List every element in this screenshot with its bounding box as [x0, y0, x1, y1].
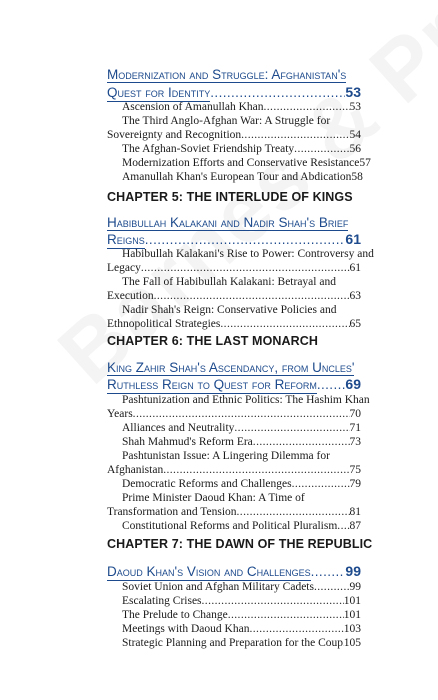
entry-page-number: 101 [343, 609, 361, 621]
chapter-heading-7: CHAPTER 7: THE DAWN OF THE REPUBLIC [107, 537, 373, 551]
chapter-heading-5: CHAPTER 5: THE INTERLUDE OF KINGS [107, 190, 353, 204]
entry-page-number: 61 [349, 262, 361, 274]
toc-entry: Shah Mahmud's Reform Era ..... 73 [122, 435, 361, 449]
toc-entry: The Third Anglo-Afghan War: A Struggle for [122, 115, 331, 127]
toc-entry: Democratic Reforms and Challenges ..... 79 [122, 477, 361, 491]
section-page-number: 61 [345, 231, 361, 247]
toc-entry: Strategic Planning and Preparation for the Coup ..... 105 [122, 636, 361, 650]
entry-page-number: 73 [349, 436, 361, 448]
toc-entry: Modernization Efforts and Conservative Resistance 57 [122, 157, 371, 169]
toc-entry: Nadir Shah's Reign: Conservative Policies and [122, 304, 337, 316]
entry-page-number: 71 [349, 422, 361, 434]
entry-page-number: 79 [349, 478, 361, 490]
toc-entry-continued: Years ..... 70 [107, 407, 361, 421]
toc-entry: Pashtunistan Issue: A Lingering Dilemma for [122, 450, 330, 462]
section-heading-habibullah: Habibullah Kalakani and Nadir Shah's Brief [107, 215, 349, 230]
entry-page-number: 81 [349, 506, 361, 518]
toc-entry: Pashtunization and Ethnic Politics: The Hashim Khan [122, 394, 370, 406]
toc-entry-continued: Legacy ..... 61 [107, 261, 361, 275]
section-heading-modernization-line2: Quest for Identity ..... 53 [107, 84, 361, 102]
entry-page-number: 57 [359, 157, 371, 169]
section-heading-daoud-khan: Daoud Khan's Vision and Challenges ..... 99 [107, 563, 361, 581]
section-page-number: 53 [345, 84, 361, 100]
toc-entry: Meetings with Daoud Khan ..... 103 [122, 622, 361, 636]
entry-page-number: 87 [349, 520, 361, 532]
entry-page-number: 63 [349, 290, 361, 302]
toc-entry-continued: Sovereignty and Recognition ..... 54 [107, 128, 361, 142]
section-heading-zahir-shah: King Zahir Shah's Ascendancy, from Uncles' [107, 360, 355, 375]
toc-entry: Escalating Crises ..... 101 [122, 594, 361, 608]
chapter-heading-6: CHAPTER 6: THE LAST MONARCH [107, 334, 319, 348]
toc-entry-continued: Ethnopolitical Strategies ..... 65 [107, 317, 361, 331]
toc-entry-continued: Execution ..... 63 [107, 289, 361, 303]
entry-page-number: 75 [349, 464, 361, 476]
section-heading-habibullah-line2: Reigns ..... 61 [107, 231, 361, 249]
toc-entry: Prime Minister Daoud Khan: A Time of [122, 492, 305, 504]
section-heading-zahir-shah-line2: Ruthless Reign to Quest for Reform ..... 69 [107, 376, 361, 394]
entry-page-number: 53 [349, 101, 361, 113]
toc-entry-continued: Afghanistan ..... 75 [107, 463, 361, 477]
toc-entry: The Prelude to Change ..... 101 [122, 608, 361, 622]
toc-entry: Alliances and Neutrality ..... 71 [122, 421, 361, 435]
section-page-number: 69 [345, 376, 361, 392]
toc-entry: Amanullah Khan's European Tour and Abdication 58 [122, 171, 363, 183]
section-heading-modernization: Modernization and Struggle: Afghanistan's [107, 67, 347, 82]
section-page-number: 99 [345, 563, 361, 579]
entry-page-number: 103 [343, 623, 361, 635]
entry-page-number: 105 [343, 637, 361, 649]
toc-entry: Soviet Union and Afghan Military Cadets ..... 99 [122, 580, 361, 594]
toc-entry: Ascension of Amanullah Khan ..... 53 [122, 100, 361, 114]
toc-entry-continued: Transformation and Tension ..... 81 [107, 505, 361, 519]
entry-page-number: 65 [349, 318, 361, 330]
entry-page-number: 58 [351, 171, 363, 183]
entry-page-number: 101 [343, 595, 361, 607]
toc-entry: The Fall of Habibullah Kalakani: Betrayal and [122, 276, 336, 288]
entry-page-number: 99 [349, 581, 361, 593]
entry-page-number: 54 [349, 129, 361, 141]
entry-page-number: 56 [349, 143, 361, 155]
entry-page-number: 70 [349, 408, 361, 420]
toc-entry: The Afghan-Soviet Friendship Treaty ..... 56 [122, 142, 361, 156]
toc-entry: Habibullah Kalakani's Rise to Power: Controversy and [122, 248, 374, 260]
toc-entry: Constitutional Reforms and Political Pluralism ..... 87 [122, 519, 361, 533]
